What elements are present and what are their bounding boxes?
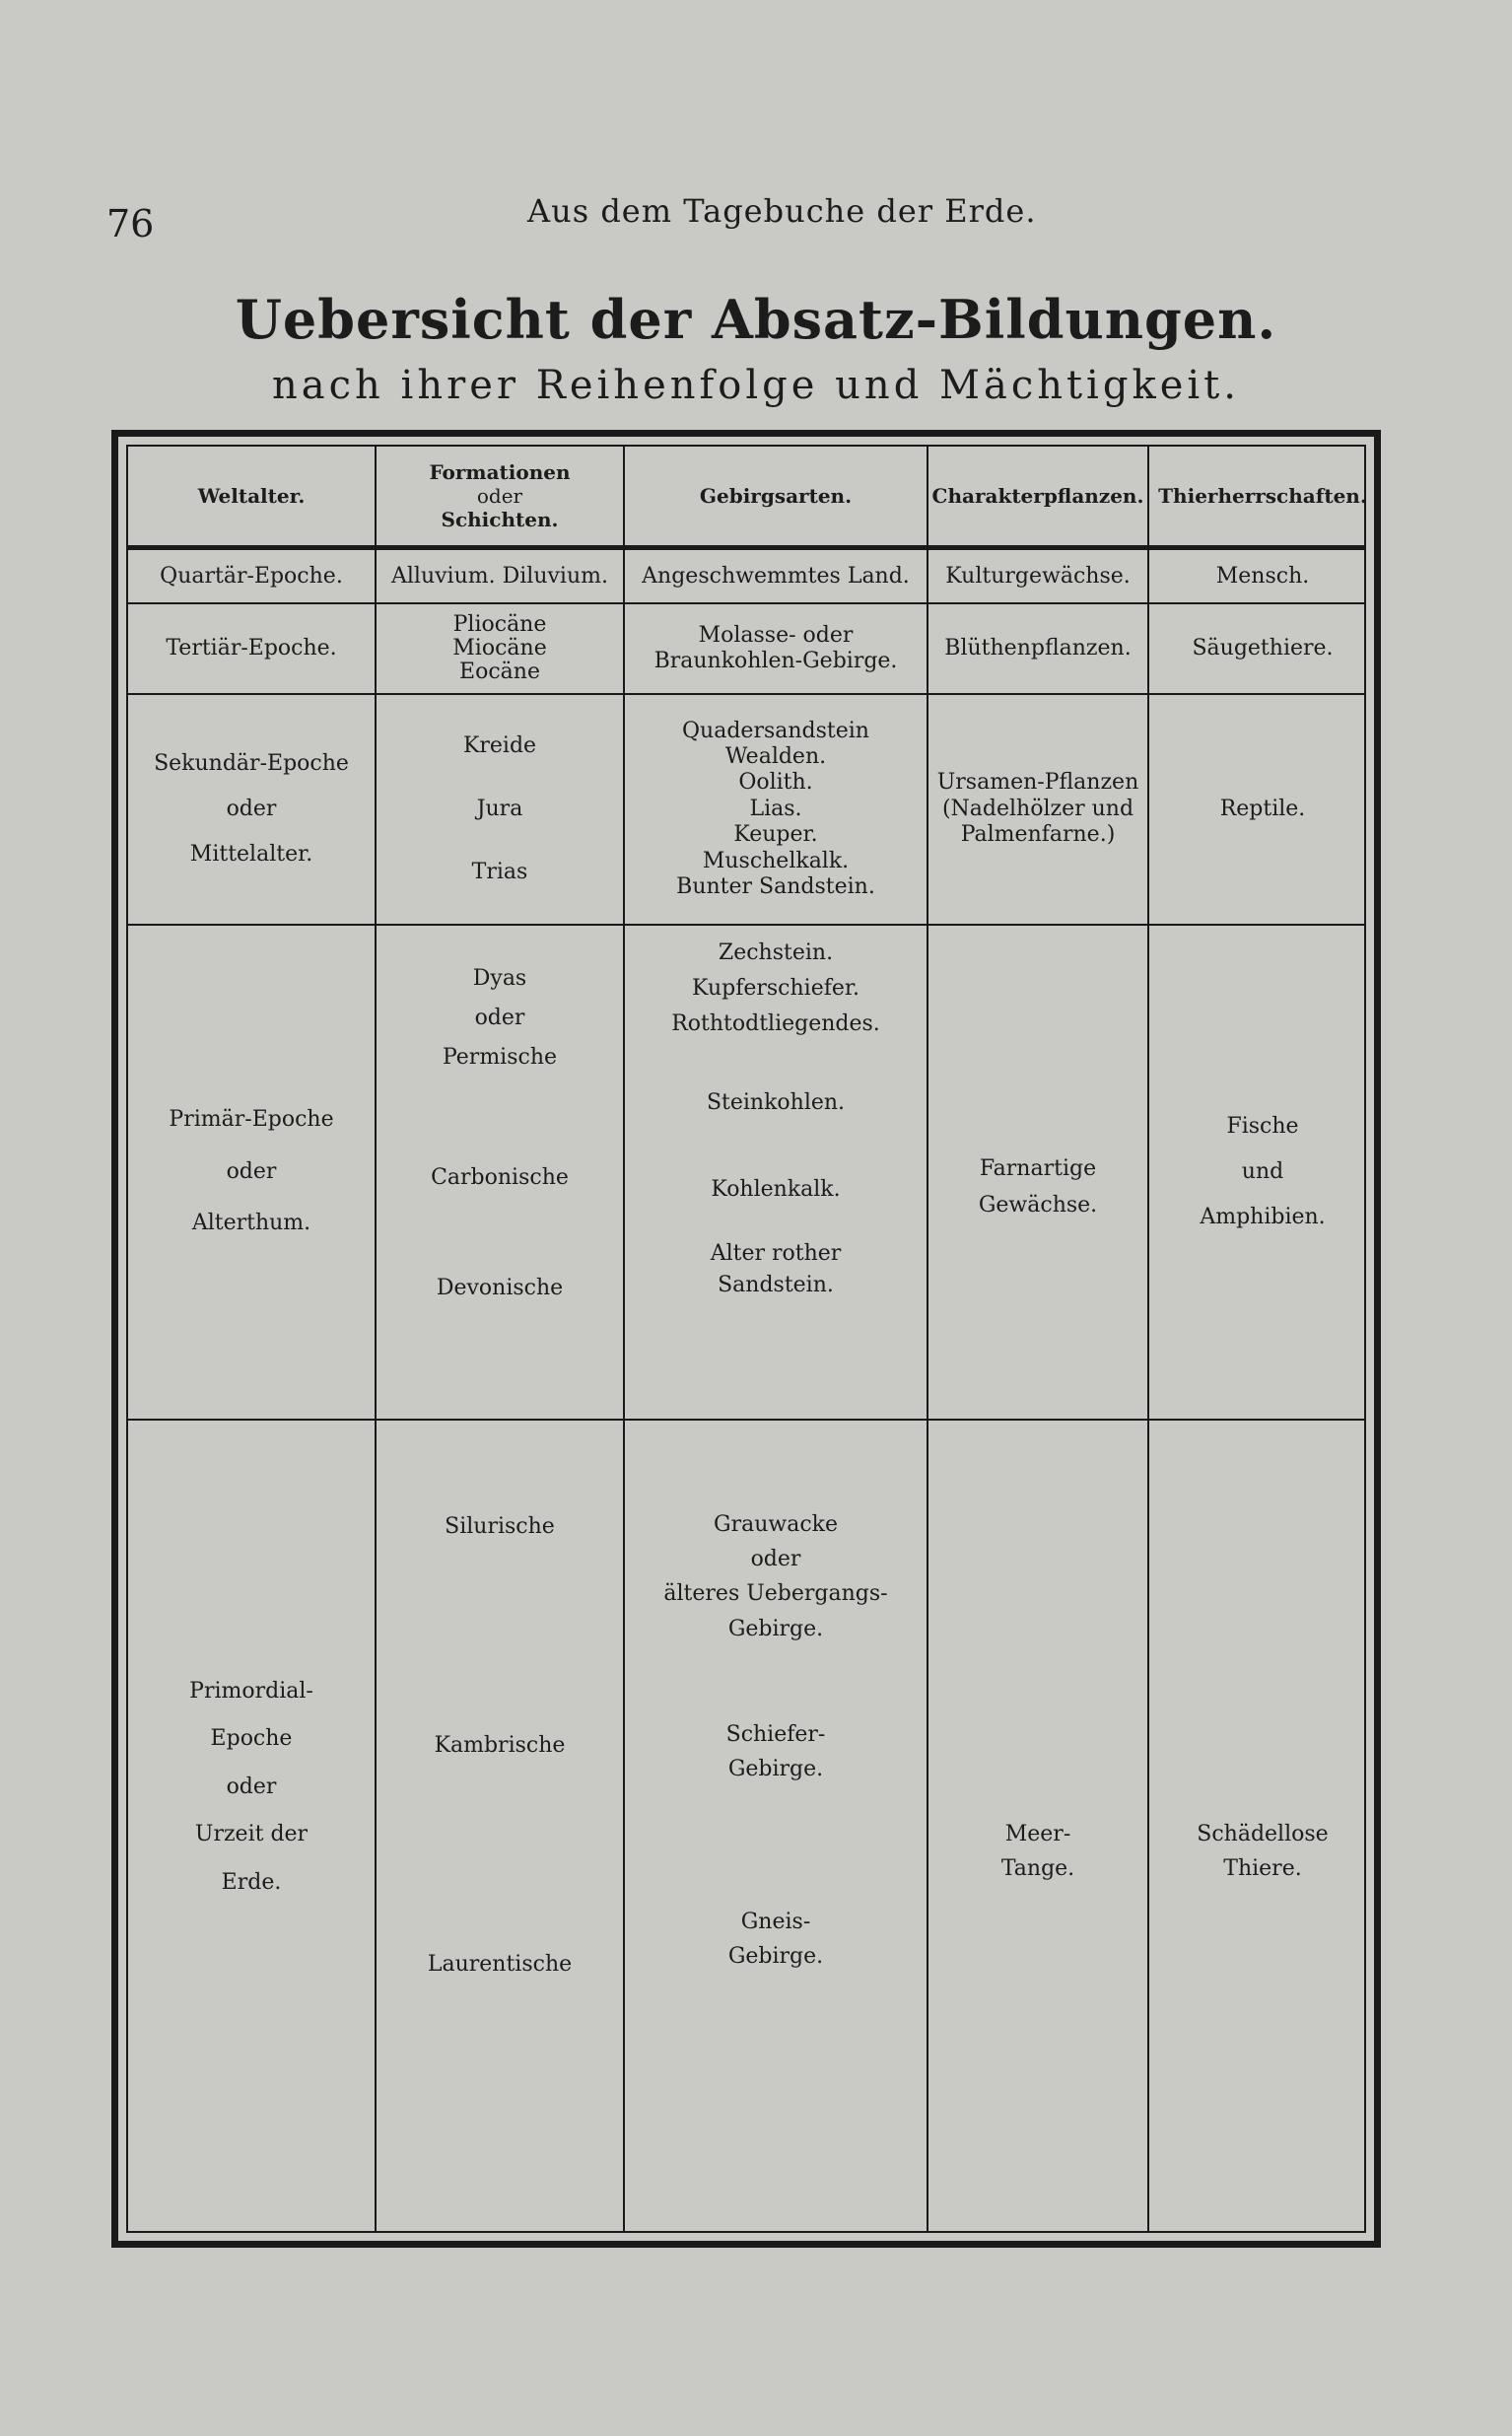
- table-frame: [111, 430, 1381, 2248]
- quartaer-animals: Mensch.: [1215, 563, 1310, 589]
- primordial-formations: Silurische Kambrische Laurentische: [427, 1514, 573, 1977]
- tertiaer-plants: Blüthenpflanzen.: [944, 636, 1132, 661]
- header-formations: Formationen oder Schichten.: [429, 460, 571, 531]
- header-rocks: Gebirgsarten.: [699, 484, 853, 508]
- sekundaer-plants: Ursamen-Pflanzen (Nadelhölzer und Palmenfarne.): [936, 770, 1139, 848]
- quartaer-plants: Kulturgewächse.: [945, 563, 1131, 589]
- page-number: 76: [106, 202, 155, 245]
- primordial-animals: Schädellose Thiere.: [1197, 1822, 1329, 1882]
- tertiaer-formations: Pliocäne Miocäne Eocäne: [452, 611, 547, 685]
- page-subtitle: nach ihrer Reihenfolge und Mächtigkeit.: [272, 363, 1240, 408]
- tertiaer-rocks: Molasse- oder Braunkohlen-Gebirge.: [653, 622, 898, 673]
- header-animals: Thierherrschaften.: [1158, 484, 1367, 508]
- primaer-age: Primär-Epoche oder Alterthum.: [169, 1106, 334, 1236]
- primaer-rocks: Zechstein. Kupferschiefer. Rothtodtliegendes. Steinkohlen. Kohlenkalk. Alter rother Sandstein.: [671, 940, 880, 1298]
- tertiaer-age: Tertiär-Epoche.: [166, 636, 337, 661]
- primordial-rocks: Grauwacke oder älteres Uebergangs- Gebirge. Schiefer- Gebirge. Gneis- Gebirge.: [663, 1512, 888, 1970]
- sekundaer-age: Sekundär-Epoche oder Mittelalter.: [154, 750, 349, 868]
- sekundaer-rocks: Quadersandstein Wealden. Oolith. Lias. Keuper. Muschelkalk. Bunter Sandstein.: [676, 718, 875, 899]
- primaer-plants: Farnartige Gewächse.: [978, 1155, 1098, 1218]
- sekundaer-animals: Reptile.: [1219, 797, 1306, 822]
- primordial-age: Primordial- Epoche oder Urzeit der Erde.: [189, 1679, 313, 1895]
- quartaer-age: Quartär-Epoche.: [160, 563, 343, 589]
- table: [126, 445, 1366, 2233]
- tertiaer-animals: Säugethiere.: [1192, 636, 1334, 661]
- primaer-formations: Dyas oder Permische Carbonische Devonische: [431, 966, 569, 1300]
- primordial-plants: Meer- Tange.: [1000, 1822, 1075, 1882]
- page-title: Uebersicht der Absatz-Bildungen.: [235, 288, 1277, 351]
- header-plants: Charakterpflanzen.: [931, 484, 1144, 508]
- quartaer-rocks: Angeschwemmtes Land.: [642, 563, 910, 589]
- primaer-animals: Fische und Amphibien.: [1200, 1113, 1326, 1230]
- header-age: Weltalter.: [197, 484, 306, 508]
- sekundaer-formations: Kreide Jura Trias: [462, 733, 537, 885]
- running-head: Aus dem Tagebuche der Erde.: [527, 192, 1037, 230]
- quartaer-formations: Alluvium. Diluvium.: [391, 563, 608, 589]
